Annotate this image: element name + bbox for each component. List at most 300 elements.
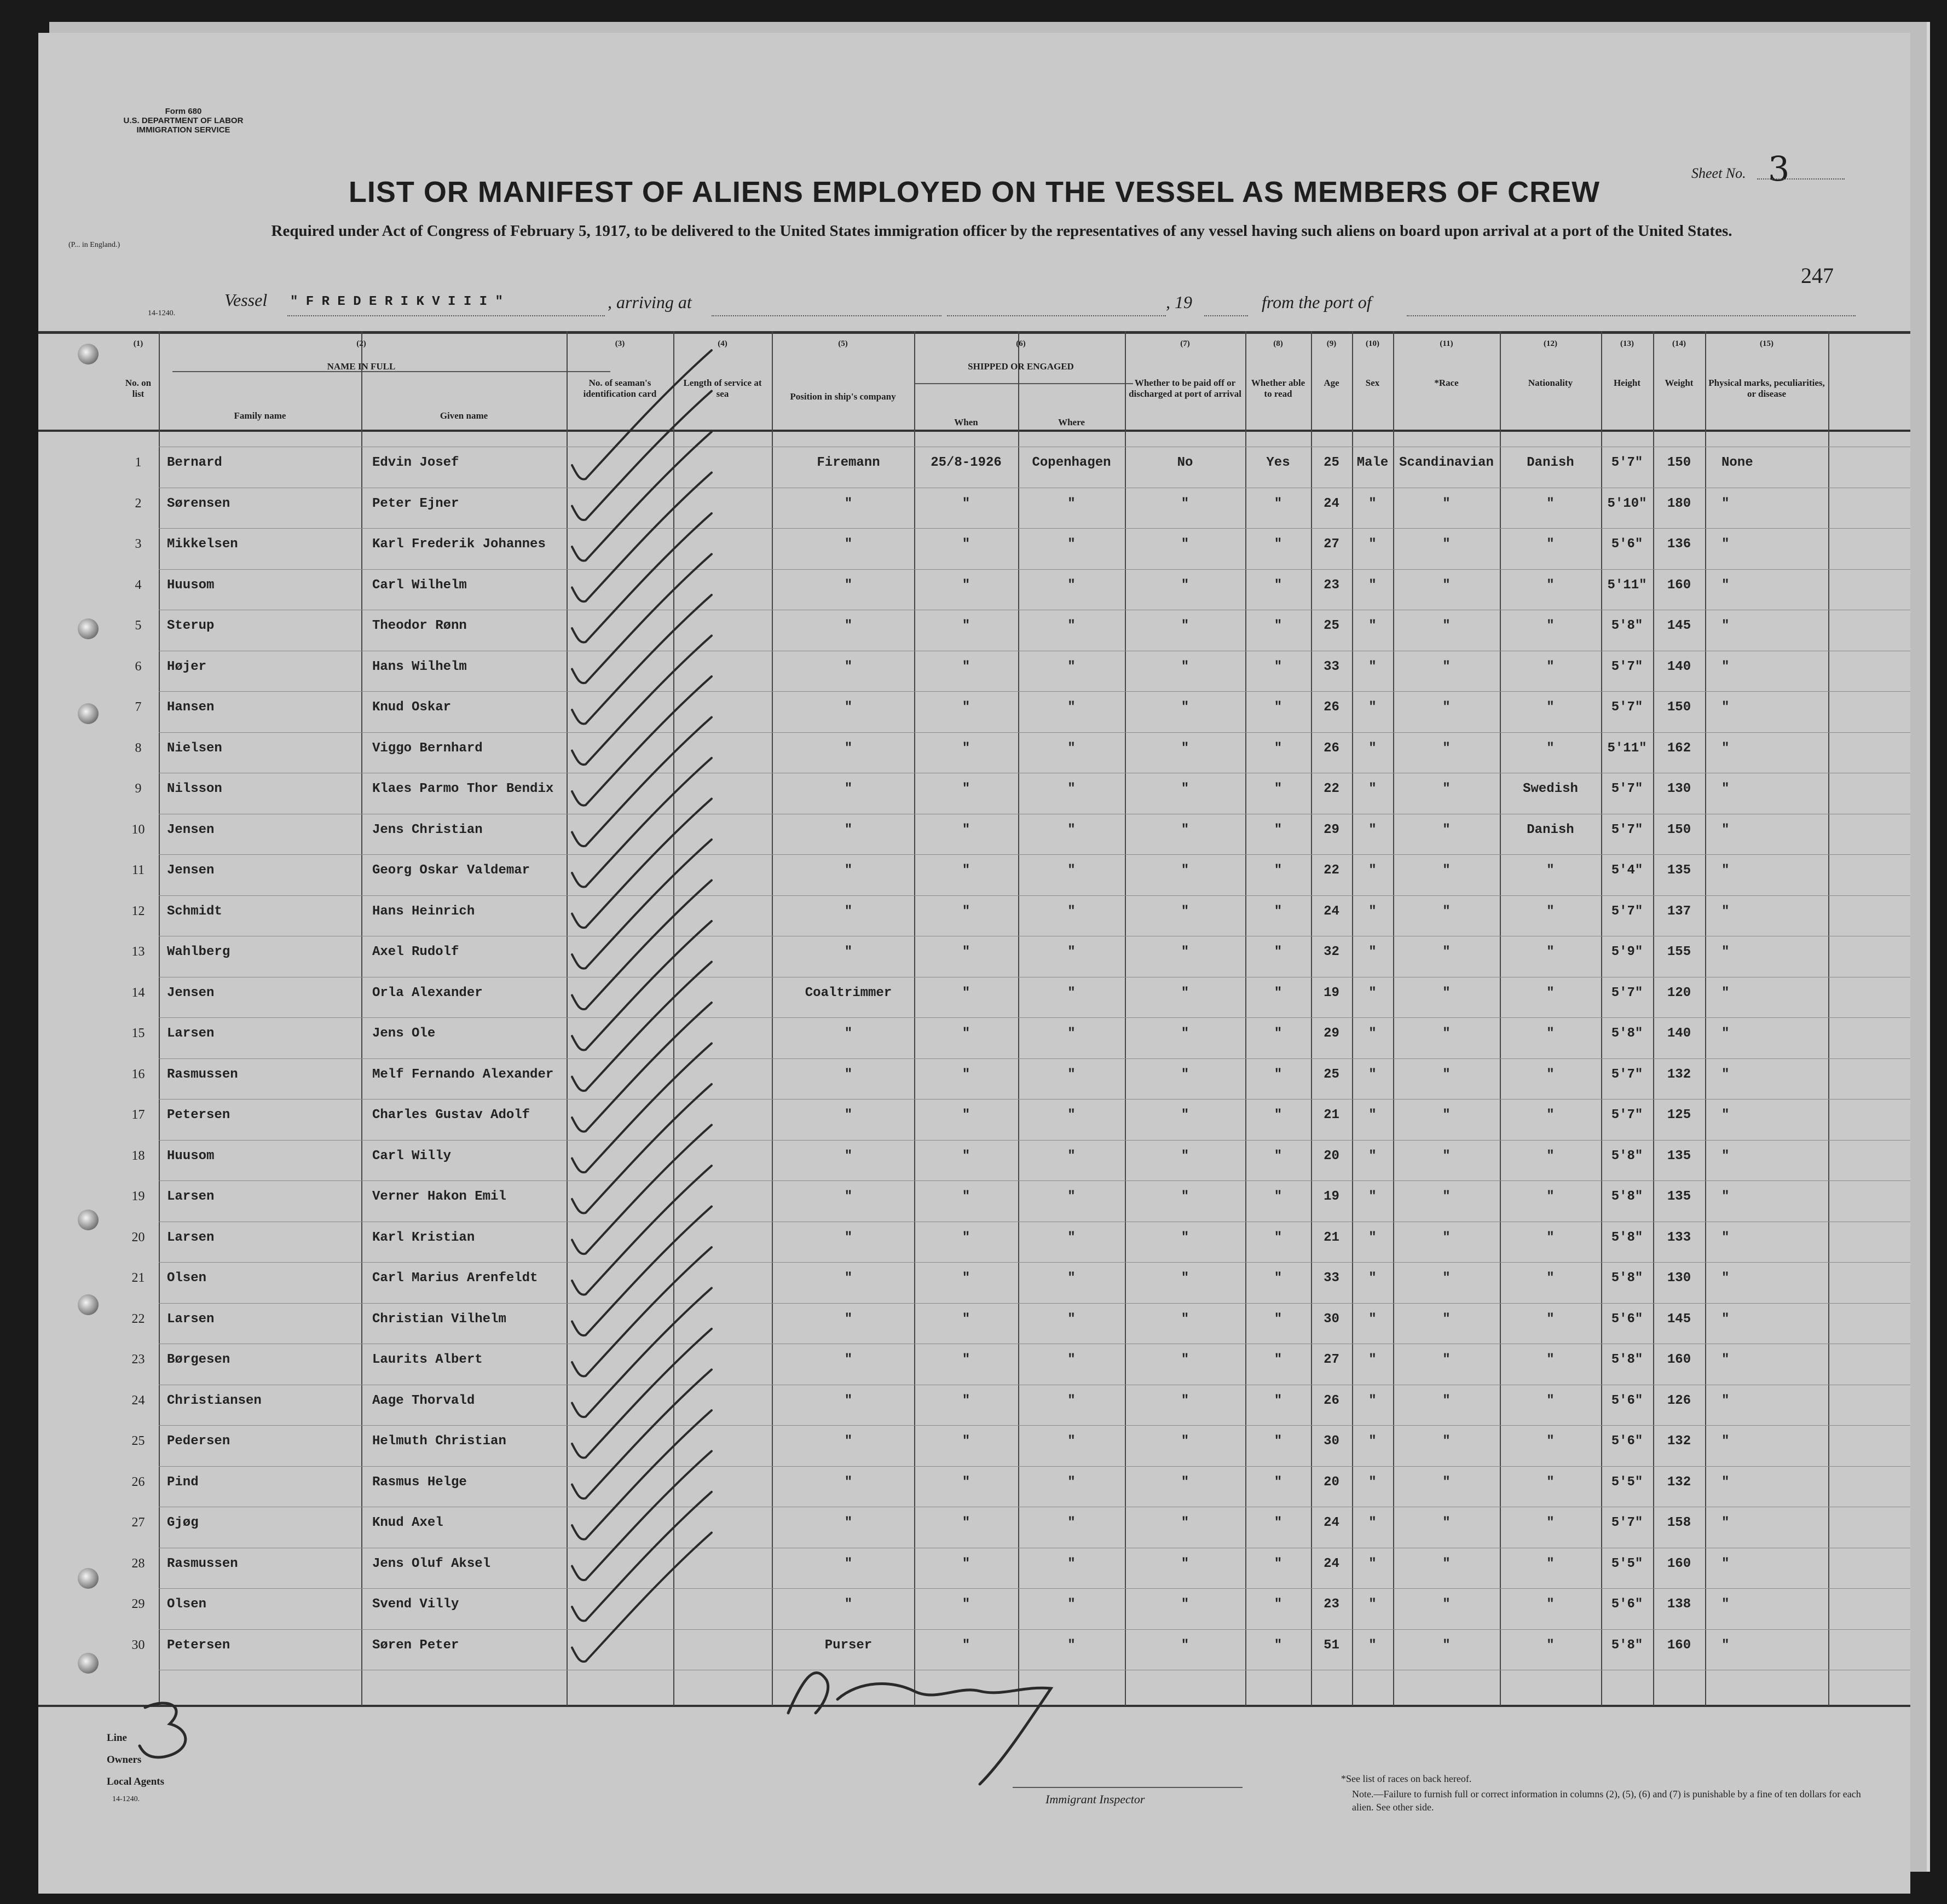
cell-family-name: Sørensen — [167, 496, 230, 511]
subcolumn-header-given-name: Given name — [440, 410, 488, 421]
cell-shipped-when: " — [962, 1311, 970, 1327]
printer-note: (P... in England.) — [68, 241, 120, 249]
cell-age: 30 — [1324, 1311, 1339, 1327]
cell-race: " — [1442, 1230, 1451, 1245]
cell-paid-off: " — [1181, 782, 1189, 796]
cell-nationality: " — [1546, 1189, 1555, 1204]
cell-race: " — [1442, 822, 1451, 837]
column-header-name-in-full: NAME IN FULL — [327, 361, 396, 372]
cell-able-to-read: " — [1274, 618, 1282, 633]
cell-height: 5'7" — [1611, 1067, 1643, 1082]
cell-row-number: 13 — [131, 945, 145, 959]
cell-paid-off: " — [1181, 496, 1189, 511]
cell-race: " — [1442, 1515, 1451, 1530]
cell-paid-off: " — [1181, 1556, 1189, 1571]
cell-race: " — [1442, 740, 1451, 756]
cell-nationality: " — [1546, 537, 1555, 552]
cell-paid-off: " — [1181, 863, 1189, 878]
cell-sex: " — [1368, 1352, 1377, 1367]
cell-given-name: Christian Vilhelm — [372, 1311, 506, 1327]
cell-able-to-read: " — [1274, 1189, 1282, 1204]
cell-shipped-where: " — [1067, 1108, 1076, 1122]
cell-weight: 180 — [1667, 496, 1691, 511]
cell-sex: " — [1368, 1108, 1377, 1122]
cell-shipped-when: 25/8-1926 — [931, 455, 1002, 470]
cell-family-name: Larsen — [167, 1230, 215, 1245]
cell-shipped-when: " — [962, 904, 970, 919]
cell-nationality: " — [1546, 1026, 1555, 1041]
cell-able-to-read: " — [1274, 782, 1282, 796]
cell-paid-off: " — [1181, 904, 1189, 919]
cell-physical-marks: " — [1721, 1026, 1730, 1041]
cell-shipped-where: " — [1067, 904, 1076, 919]
cell-height: 5'4" — [1611, 863, 1643, 878]
cell-age: 21 — [1324, 1230, 1339, 1245]
cell-family-name: Nilsson — [167, 782, 222, 796]
cell-nationality: " — [1546, 1637, 1555, 1653]
cell-nationality: " — [1546, 1474, 1555, 1490]
cell-height: 5'8" — [1611, 1230, 1643, 1245]
cell-family-name: Rasmussen — [167, 1067, 238, 1082]
column-number-shipped-or-engaged: (6) — [1016, 339, 1026, 348]
cell-height: 5'11" — [1607, 740, 1647, 756]
cell-sex: " — [1368, 985, 1377, 1000]
cell-age: 22 — [1324, 863, 1339, 878]
cell-position: " — [844, 822, 853, 837]
cell-paid-off: " — [1181, 1434, 1189, 1449]
cell-physical-marks: " — [1721, 1352, 1730, 1367]
cell-shipped-where: " — [1067, 1474, 1076, 1490]
cell-shipped-when: " — [962, 1434, 970, 1449]
cell-paid-off: " — [1181, 1271, 1189, 1286]
column-number-paid-off: (7) — [1180, 339, 1190, 348]
cell-weight: 125 — [1667, 1108, 1691, 1122]
cell-nationality: " — [1546, 1515, 1555, 1530]
cell-age: 24 — [1324, 904, 1339, 919]
cell-physical-marks: " — [1721, 1148, 1730, 1164]
cell-shipped-when: " — [962, 863, 970, 878]
cell-shipped-when: " — [962, 1352, 970, 1367]
cell-physical-marks: " — [1721, 1515, 1730, 1530]
cell-shipped-when: " — [962, 1067, 970, 1082]
cell-height: 5'6" — [1611, 1311, 1643, 1327]
cell-able-to-read: " — [1274, 1474, 1282, 1490]
cell-given-name: Søren Peter — [372, 1637, 459, 1653]
cell-nationality: " — [1546, 1148, 1555, 1164]
cell-height: 5'7" — [1611, 1515, 1643, 1530]
column-header-length-of-service: Length of service at sea — [683, 378, 762, 399]
cell-age: 26 — [1324, 740, 1339, 756]
cell-family-name: Wahlberg — [167, 945, 230, 959]
cell-nationality: " — [1546, 1597, 1555, 1612]
column-header-sex: Sex — [1365, 378, 1380, 388]
subcolumn-header-when: When — [954, 417, 978, 427]
cell-weight: 160 — [1667, 1556, 1691, 1571]
cell-shipped-where: " — [1067, 1271, 1076, 1286]
column-header-paid-off: Whether to be paid off or discharged at port of arrival — [1129, 378, 1241, 399]
cell-family-name: Jensen — [167, 822, 215, 837]
cell-race: " — [1442, 1148, 1451, 1164]
cell-race: " — [1442, 1067, 1451, 1082]
cell-position: " — [844, 1026, 853, 1041]
cell-physical-marks: " — [1721, 1393, 1730, 1408]
cell-row-number: 27 — [131, 1515, 145, 1530]
cell-sex: " — [1368, 1597, 1377, 1612]
cell-weight: 160 — [1667, 1637, 1691, 1653]
cell-nationality: " — [1546, 904, 1555, 919]
cell-shipped-when: " — [962, 1189, 970, 1204]
cell-paid-off: " — [1181, 659, 1189, 674]
cell-able-to-read: " — [1274, 863, 1282, 878]
cell-shipped-when: " — [962, 1515, 970, 1530]
cell-age: 32 — [1324, 945, 1339, 959]
cell-able-to-read: " — [1274, 985, 1282, 1000]
cell-position: " — [844, 904, 853, 919]
cell-sex: " — [1368, 904, 1377, 919]
cell-height: 5'8" — [1611, 618, 1643, 633]
cell-physical-marks: " — [1721, 1474, 1730, 1490]
cell-paid-off: " — [1181, 1352, 1189, 1367]
cell-row-number: 5 — [135, 618, 142, 633]
cell-shipped-when: " — [962, 700, 970, 715]
column-number-weight: (14) — [1672, 339, 1686, 348]
cell-row-number: 28 — [131, 1556, 145, 1571]
cell-position: " — [844, 700, 853, 715]
cell-able-to-read: " — [1274, 537, 1282, 552]
cell-weight: 133 — [1667, 1230, 1691, 1245]
cell-position: " — [844, 945, 853, 959]
cell-given-name: Hans Heinrich — [372, 904, 475, 919]
cell-family-name: Hansen — [167, 700, 215, 715]
cell-shipped-when: " — [962, 1026, 970, 1041]
cell-nationality: " — [1546, 659, 1555, 674]
cell-family-name: Jensen — [167, 985, 215, 1000]
cell-sex: " — [1368, 863, 1377, 878]
cell-weight: 135 — [1667, 1148, 1691, 1164]
cell-row-number: 1 — [135, 455, 142, 470]
cell-given-name: Svend Villy — [372, 1597, 459, 1612]
cell-height: 5'7" — [1611, 700, 1643, 715]
cell-race: " — [1442, 1393, 1451, 1408]
cell-shipped-where: " — [1067, 1515, 1076, 1530]
footer-agents-label: Local Agents — [107, 1776, 165, 1787]
cell-row-number: 10 — [131, 822, 145, 837]
column-number-age: (9) — [1326, 339, 1337, 348]
cell-physical-marks: " — [1721, 577, 1730, 593]
cell-shipped-when: " — [962, 1556, 970, 1571]
cell-able-to-read: " — [1274, 659, 1282, 674]
cell-position: " — [844, 1556, 853, 1571]
cell-weight: 162 — [1667, 740, 1691, 756]
sheet-number-value: 3 — [1768, 149, 1790, 189]
cell-shipped-where: " — [1067, 1637, 1076, 1653]
cell-able-to-read: " — [1274, 1637, 1282, 1653]
check-marks — [572, 350, 712, 1662]
cell-paid-off: " — [1181, 700, 1189, 715]
cell-weight: 135 — [1667, 863, 1691, 878]
column-header-shipped-or-engaged: SHIPPED OR ENGAGED — [968, 361, 1074, 372]
cell-nationality: " — [1546, 1352, 1555, 1367]
cell-family-name: Schmidt — [167, 904, 222, 919]
cell-given-name: Melf Fernando Alexander — [372, 1067, 554, 1082]
handwritten-marks — [38, 33, 1910, 1894]
cell-shipped-when: " — [962, 537, 970, 552]
cell-row-number: 6 — [135, 659, 142, 674]
binder-hole — [78, 1653, 99, 1674]
cell-weight: 145 — [1667, 618, 1691, 633]
cell-sex: " — [1368, 537, 1377, 552]
column-header-age: Age — [1324, 378, 1339, 388]
cell-position: " — [844, 618, 853, 633]
cell-family-name: Nielsen — [167, 740, 222, 756]
cell-given-name: Axel Rudolf — [372, 945, 459, 959]
form-code: 14-1240. — [148, 309, 176, 317]
cell-given-name: Carl Wilhelm — [372, 577, 467, 593]
cell-shipped-when: " — [962, 822, 970, 837]
cell-physical-marks: " — [1721, 782, 1730, 796]
cell-shipped-when: " — [962, 945, 970, 959]
check-mark — [572, 1533, 712, 1662]
cell-paid-off: " — [1181, 985, 1189, 1000]
cell-physical-marks: " — [1721, 985, 1730, 1000]
cell-shipped-where: " — [1067, 1434, 1076, 1449]
cell-paid-off: " — [1181, 1148, 1189, 1164]
cell-race: " — [1442, 1026, 1451, 1041]
cell-nationality: " — [1546, 1556, 1555, 1571]
cell-shipped-where: " — [1067, 740, 1076, 756]
cell-given-name: Carl Marius Arenfeldt — [372, 1271, 538, 1286]
cell-physical-marks: " — [1721, 1271, 1730, 1286]
cell-family-name: Larsen — [167, 1189, 215, 1204]
cell-position: " — [844, 1474, 853, 1490]
subcolumn-header-family-name: Family name — [234, 410, 286, 421]
cell-physical-marks: " — [1721, 1597, 1730, 1612]
cell-physical-marks: " — [1721, 659, 1730, 674]
cell-able-to-read: " — [1274, 1148, 1282, 1164]
cell-weight: 150 — [1667, 455, 1691, 470]
cell-able-to-read: " — [1274, 1352, 1282, 1367]
cell-nationality: " — [1546, 1311, 1555, 1327]
cell-position: " — [844, 1230, 853, 1245]
cell-physical-marks: " — [1721, 1230, 1730, 1245]
cell-shipped-when: " — [962, 1597, 970, 1612]
column-number-sex: (10) — [1366, 339, 1379, 348]
cell-given-name: Knud Axel — [372, 1515, 443, 1530]
cell-age: 25 — [1324, 618, 1339, 633]
cell-able-to-read: " — [1274, 945, 1282, 959]
cell-race: " — [1442, 1597, 1451, 1612]
cell-physical-marks: " — [1721, 1189, 1730, 1204]
cell-given-name: Rasmus Helge — [372, 1474, 467, 1490]
cell-given-name: Viggo Bernhard — [372, 740, 483, 756]
page-number: 247 — [1801, 263, 1834, 288]
cell-nationality: " — [1546, 945, 1555, 959]
cell-family-name: Jensen — [167, 863, 215, 878]
cell-weight: 130 — [1667, 1271, 1691, 1286]
cell-given-name: Knud Oskar — [372, 700, 452, 715]
cell-row-number: 29 — [131, 1597, 145, 1611]
cell-height: 5'7" — [1611, 904, 1643, 919]
cell-shipped-when: " — [962, 1108, 970, 1122]
cell-weight: 126 — [1667, 1393, 1691, 1408]
cell-given-name: Verner Hakon Emil — [372, 1189, 506, 1204]
cell-height: 5'6" — [1611, 1434, 1643, 1449]
column-number-id-card: (3) — [615, 339, 625, 348]
cell-race: " — [1442, 1474, 1451, 1490]
cell-able-to-read: " — [1274, 904, 1282, 919]
cell-nationality: " — [1546, 1108, 1555, 1122]
binder-hole — [78, 703, 99, 724]
cell-row-number: 2 — [135, 496, 142, 511]
column-header-able-to-read: Whether able to read — [1251, 378, 1305, 399]
cell-race: " — [1442, 1189, 1451, 1204]
cell-paid-off: " — [1181, 740, 1189, 756]
cell-shipped-where: " — [1067, 1393, 1076, 1408]
cell-race: " — [1442, 1311, 1451, 1327]
cell-physical-marks: None — [1721, 455, 1753, 470]
cell-weight: 135 — [1667, 1189, 1691, 1204]
cell-physical-marks: " — [1721, 1637, 1730, 1653]
cell-shipped-when: " — [962, 985, 970, 1000]
cell-able-to-read: " — [1274, 1515, 1282, 1530]
column-header-nationality: Nationality — [1528, 378, 1573, 388]
cell-nationality: " — [1546, 985, 1555, 1000]
cell-height: 5'6" — [1611, 537, 1643, 552]
cell-height: 5'6" — [1611, 1597, 1643, 1612]
cell-row-number: 12 — [131, 904, 145, 918]
cell-family-name: Olsen — [167, 1271, 207, 1286]
cell-race: " — [1442, 782, 1451, 796]
cell-physical-marks: " — [1721, 904, 1730, 919]
sheet-number-label: Sheet No. — [1691, 165, 1746, 181]
cell-paid-off: " — [1181, 537, 1189, 552]
cell-row-number: 19 — [131, 1189, 145, 1203]
cell-paid-off: " — [1181, 1637, 1189, 1653]
cell-given-name: Theodor Rønn — [372, 618, 467, 633]
cell-row-number: 7 — [135, 700, 142, 714]
cell-age: 23 — [1324, 1597, 1339, 1612]
binder-hole — [78, 618, 99, 639]
cell-able-to-read: " — [1274, 822, 1282, 837]
cell-weight: 132 — [1667, 1434, 1691, 1449]
cell-row-number: 17 — [131, 1108, 145, 1122]
cell-position: Coaltrimmer — [805, 985, 892, 1000]
cell-age: 26 — [1324, 700, 1339, 715]
inspector-label: Immigrant Inspector — [1045, 1792, 1145, 1806]
cell-paid-off: " — [1181, 1597, 1189, 1612]
cell-sex: " — [1368, 1515, 1377, 1530]
cell-shipped-where: " — [1067, 1597, 1076, 1612]
cell-physical-marks: " — [1721, 496, 1730, 511]
cell-race: Scandinavian — [1399, 455, 1494, 470]
cell-physical-marks: " — [1721, 1108, 1730, 1122]
cell-sex: " — [1368, 1148, 1377, 1164]
column-header-position: Position in ship's company — [790, 391, 896, 402]
cell-paid-off: " — [1181, 1230, 1189, 1245]
binder-hole — [78, 1294, 99, 1315]
cell-sex: " — [1368, 1311, 1377, 1327]
cell-position: " — [844, 1352, 853, 1367]
arriving-label: , arriving at — [608, 292, 692, 312]
cell-family-name: Petersen — [167, 1108, 230, 1122]
cell-family-name: Larsen — [167, 1311, 215, 1327]
race-note: *See list of races on back hereof. — [1341, 1773, 1472, 1784]
cell-able-to-read: " — [1274, 1597, 1282, 1612]
cell-able-to-read: Yes — [1266, 455, 1290, 470]
cell-sex: " — [1368, 1637, 1377, 1653]
cell-position: Purser — [824, 1637, 873, 1653]
cell-position: " — [844, 782, 853, 796]
cell-shipped-when: " — [962, 1393, 970, 1408]
column-number-height: (13) — [1620, 339, 1634, 348]
cell-race: " — [1442, 945, 1451, 959]
cell-sex: " — [1368, 1434, 1377, 1449]
cell-race: " — [1442, 1434, 1451, 1449]
cell-shipped-where: " — [1067, 782, 1076, 796]
cell-position: " — [844, 1434, 853, 1449]
cell-age: 26 — [1324, 1393, 1339, 1408]
cell-shipped-when: " — [962, 1474, 970, 1490]
cell-given-name: Jens Christian — [372, 822, 483, 837]
cell-sex: " — [1368, 1230, 1377, 1245]
cell-paid-off: " — [1181, 1108, 1189, 1122]
cell-shipped-when: " — [962, 740, 970, 756]
cell-weight: 155 — [1667, 945, 1691, 959]
cell-weight: 140 — [1667, 659, 1691, 674]
column-header-weight: Weight — [1665, 378, 1694, 388]
cell-paid-off: " — [1181, 945, 1189, 959]
column-header-id-card: No. of seaman's identification card — [583, 378, 657, 399]
cell-row-number: 18 — [131, 1148, 145, 1163]
cell-physical-marks: " — [1721, 822, 1730, 837]
cell-weight: 132 — [1667, 1474, 1691, 1490]
cell-paid-off: " — [1181, 577, 1189, 593]
cell-paid-off: " — [1181, 1311, 1189, 1327]
cell-given-name: Charles Gustav Adolf — [372, 1108, 530, 1122]
cell-height: 5'7" — [1611, 822, 1643, 837]
cell-age: 29 — [1324, 822, 1339, 837]
cell-height: 5'10" — [1607, 496, 1647, 511]
cell-weight: 136 — [1667, 537, 1691, 552]
cell-age: 30 — [1324, 1434, 1339, 1449]
cell-given-name: Karl Frederik Johannes — [372, 537, 546, 552]
cell-race: " — [1442, 904, 1451, 919]
cell-weight: 120 — [1667, 985, 1691, 1000]
cell-given-name: Jens Oluf Aksel — [372, 1556, 491, 1571]
cell-sex: " — [1368, 577, 1377, 593]
cell-age: 24 — [1324, 496, 1339, 511]
cell-paid-off: " — [1181, 1067, 1189, 1082]
column-header-physical-marks: Physical marks, peculiarities, or disease — [1708, 378, 1825, 399]
cell-row-number: 4 — [135, 577, 142, 592]
cell-row-number: 3 — [135, 537, 142, 551]
column-number-length-of-service: (4) — [718, 339, 727, 348]
cell-height: 5'8" — [1611, 1148, 1643, 1164]
cell-shipped-where: " — [1067, 700, 1076, 715]
column-number-name-in-full: (2) — [356, 339, 366, 348]
cell-sex: " — [1368, 659, 1377, 674]
cell-race: " — [1442, 496, 1451, 511]
cell-shipped-where: " — [1067, 1352, 1076, 1367]
cell-given-name: Georg Oskar Valdemar — [372, 863, 530, 878]
cell-physical-marks: " — [1721, 945, 1730, 959]
cell-shipped-where: " — [1067, 537, 1076, 552]
cell-position: " — [844, 1311, 853, 1327]
cell-given-name: Edvin Josef — [372, 455, 459, 470]
cell-shipped-where: Copenhagen — [1032, 455, 1111, 470]
cell-paid-off: No — [1177, 455, 1193, 470]
cell-age: 51 — [1324, 1637, 1339, 1653]
